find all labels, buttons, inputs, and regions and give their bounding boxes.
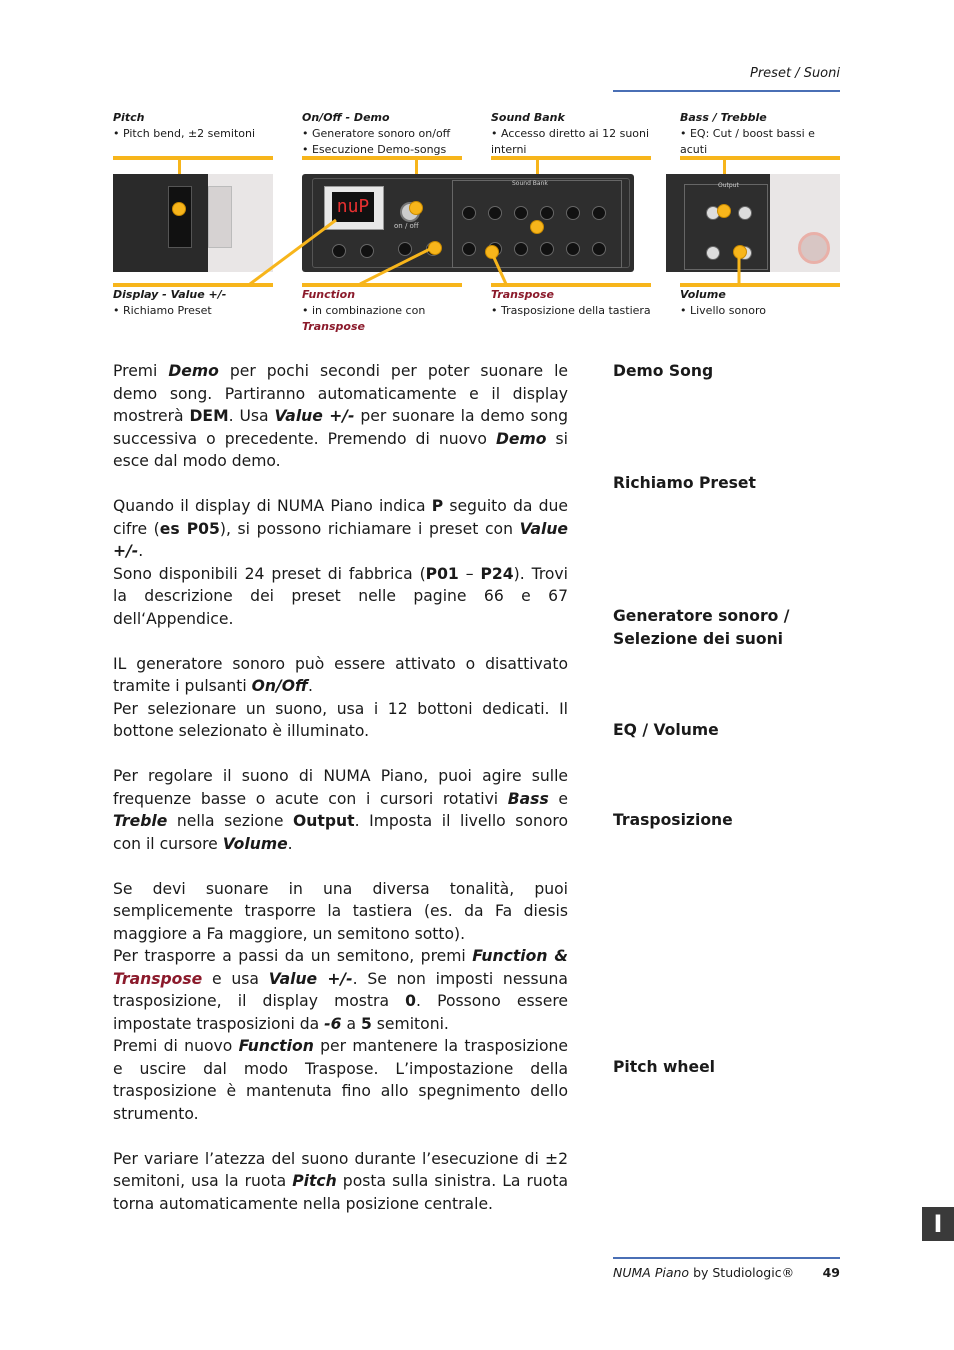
callout-sound-bank: Sound Bank • Accesso diretto ai 12 suoni interni <box>491 111 650 156</box>
callout-function: Function • in combinazione con Transpose <box>302 288 426 333</box>
callout-volume: Volume • Livello sonoro <box>680 288 766 317</box>
chapter-tab: I <box>922 1207 954 1241</box>
heading-eq-volume: EQ / Volume <box>613 721 719 739</box>
paragraph-trasposizione-3: Premi di nuovo Function per mantenere la trasposizione e uscire dal modo Traspose. L’impostazione della trasposizione è mantenuta fino allo spegnimento dello strumento. <box>113 1037 568 1123</box>
heading-trasposizione: Trasposizione <box>613 811 733 829</box>
page-number: 49 <box>822 1265 840 1280</box>
callout-pitch: Pitch • Pitch bend, ±2 semitoni <box>113 111 256 140</box>
heading-generatore: Generatore sonoro / Selezione dei suoni <box>613 607 790 648</box>
paragraph-suoni: Per selezionare un suono, usa i 12 bottoni dedicati. Il bottone selezionato è illuminato. <box>113 699 568 740</box>
paragraph-trasposizione: Se devi suonare in una diversa tonalità, puoi semplicemente trasporre la tastiera (es. da Fa diesis maggiore a Fa maggiore, un semitono sotto). <box>113 879 568 943</box>
paragraph-pitch: Per variare l’atezza del suono durante l’esecuzione di ±2 semitoni, usa la ruota Pitch posta sulla sinistra. La ruota torna automaticamente nella posizione centrale. <box>113 1149 569 1213</box>
heading-pitch-wheel: Pitch wheel <box>613 1058 716 1076</box>
control-panel-image: nuP on / off Sound Bank <box>302 174 634 272</box>
leader-lines <box>0 0 954 320</box>
output-section-image: Output <box>666 174 840 272</box>
footer-divider <box>613 1257 840 1259</box>
callout-onoff-demo: On/Off - Demo • Generatore sonoro on/off • Esecuzione Demo-songs <box>302 111 451 156</box>
callout-display-value: Display - Value +/- • Richiamo Preset <box>113 288 227 317</box>
body-text <box>113 360 568 1215</box>
callout-bass-treble: Bass / Trebble • EQ: Cut / boost bassi e acuti <box>680 111 815 156</box>
paragraph-trasposizione-2: Per trasporre a passi da un semitono, premi Function & Transpose e usa Value +/-. Se non imposti nessuna trasposizione, il display mostra 0. Possono essere impostate trasposizioni da -6 a 5 semitoni. <box>113 947 568 1033</box>
callout-transpose: Transpose • Trasposizione della tastiera <box>491 288 651 317</box>
section-title: Preset / Suoni <box>750 66 840 81</box>
heading-richiamo-preset: Richiamo Preset <box>613 474 756 492</box>
display-readout: nuP <box>332 192 374 222</box>
paragraph-preset-2: Sono disponibili 24 preset di fabbrica (P01 – P24). Trovi la descrizione dei preset nelle pagine 66 e 67 dell‘Appendice. <box>113 564 568 628</box>
heading-demo-song: Demo Song <box>613 362 714 380</box>
paragraph-demo: Premi Demo per pochi secondi per poter suonare le demo song. Partiranno automaticamente e il display mostrerà DEM. Usa Value +/- per suonare la demo song successiva o precedente. Premendo di nuovo Demo si esce dal modo demo. <box>113 362 568 470</box>
paragraph-eq: Per regolare il suono di NUMA Piano, puoi agire sulle frequenze basse o acute con i cursori rotativi Bass e Treble nella sezione Output. Imposta il livello sonoro con il cursore Volume. <box>113 767 568 853</box>
paragraph-generatore: IL generatore sonoro può essere attivato o disattivato tramite i pulsanti On/Off. <box>113 654 568 695</box>
paragraph-preset: Quando il display di NUMA Piano indica P seguito da due cifre (es P05), si possono richiamare i preset con Value +/-. <box>113 497 568 560</box>
